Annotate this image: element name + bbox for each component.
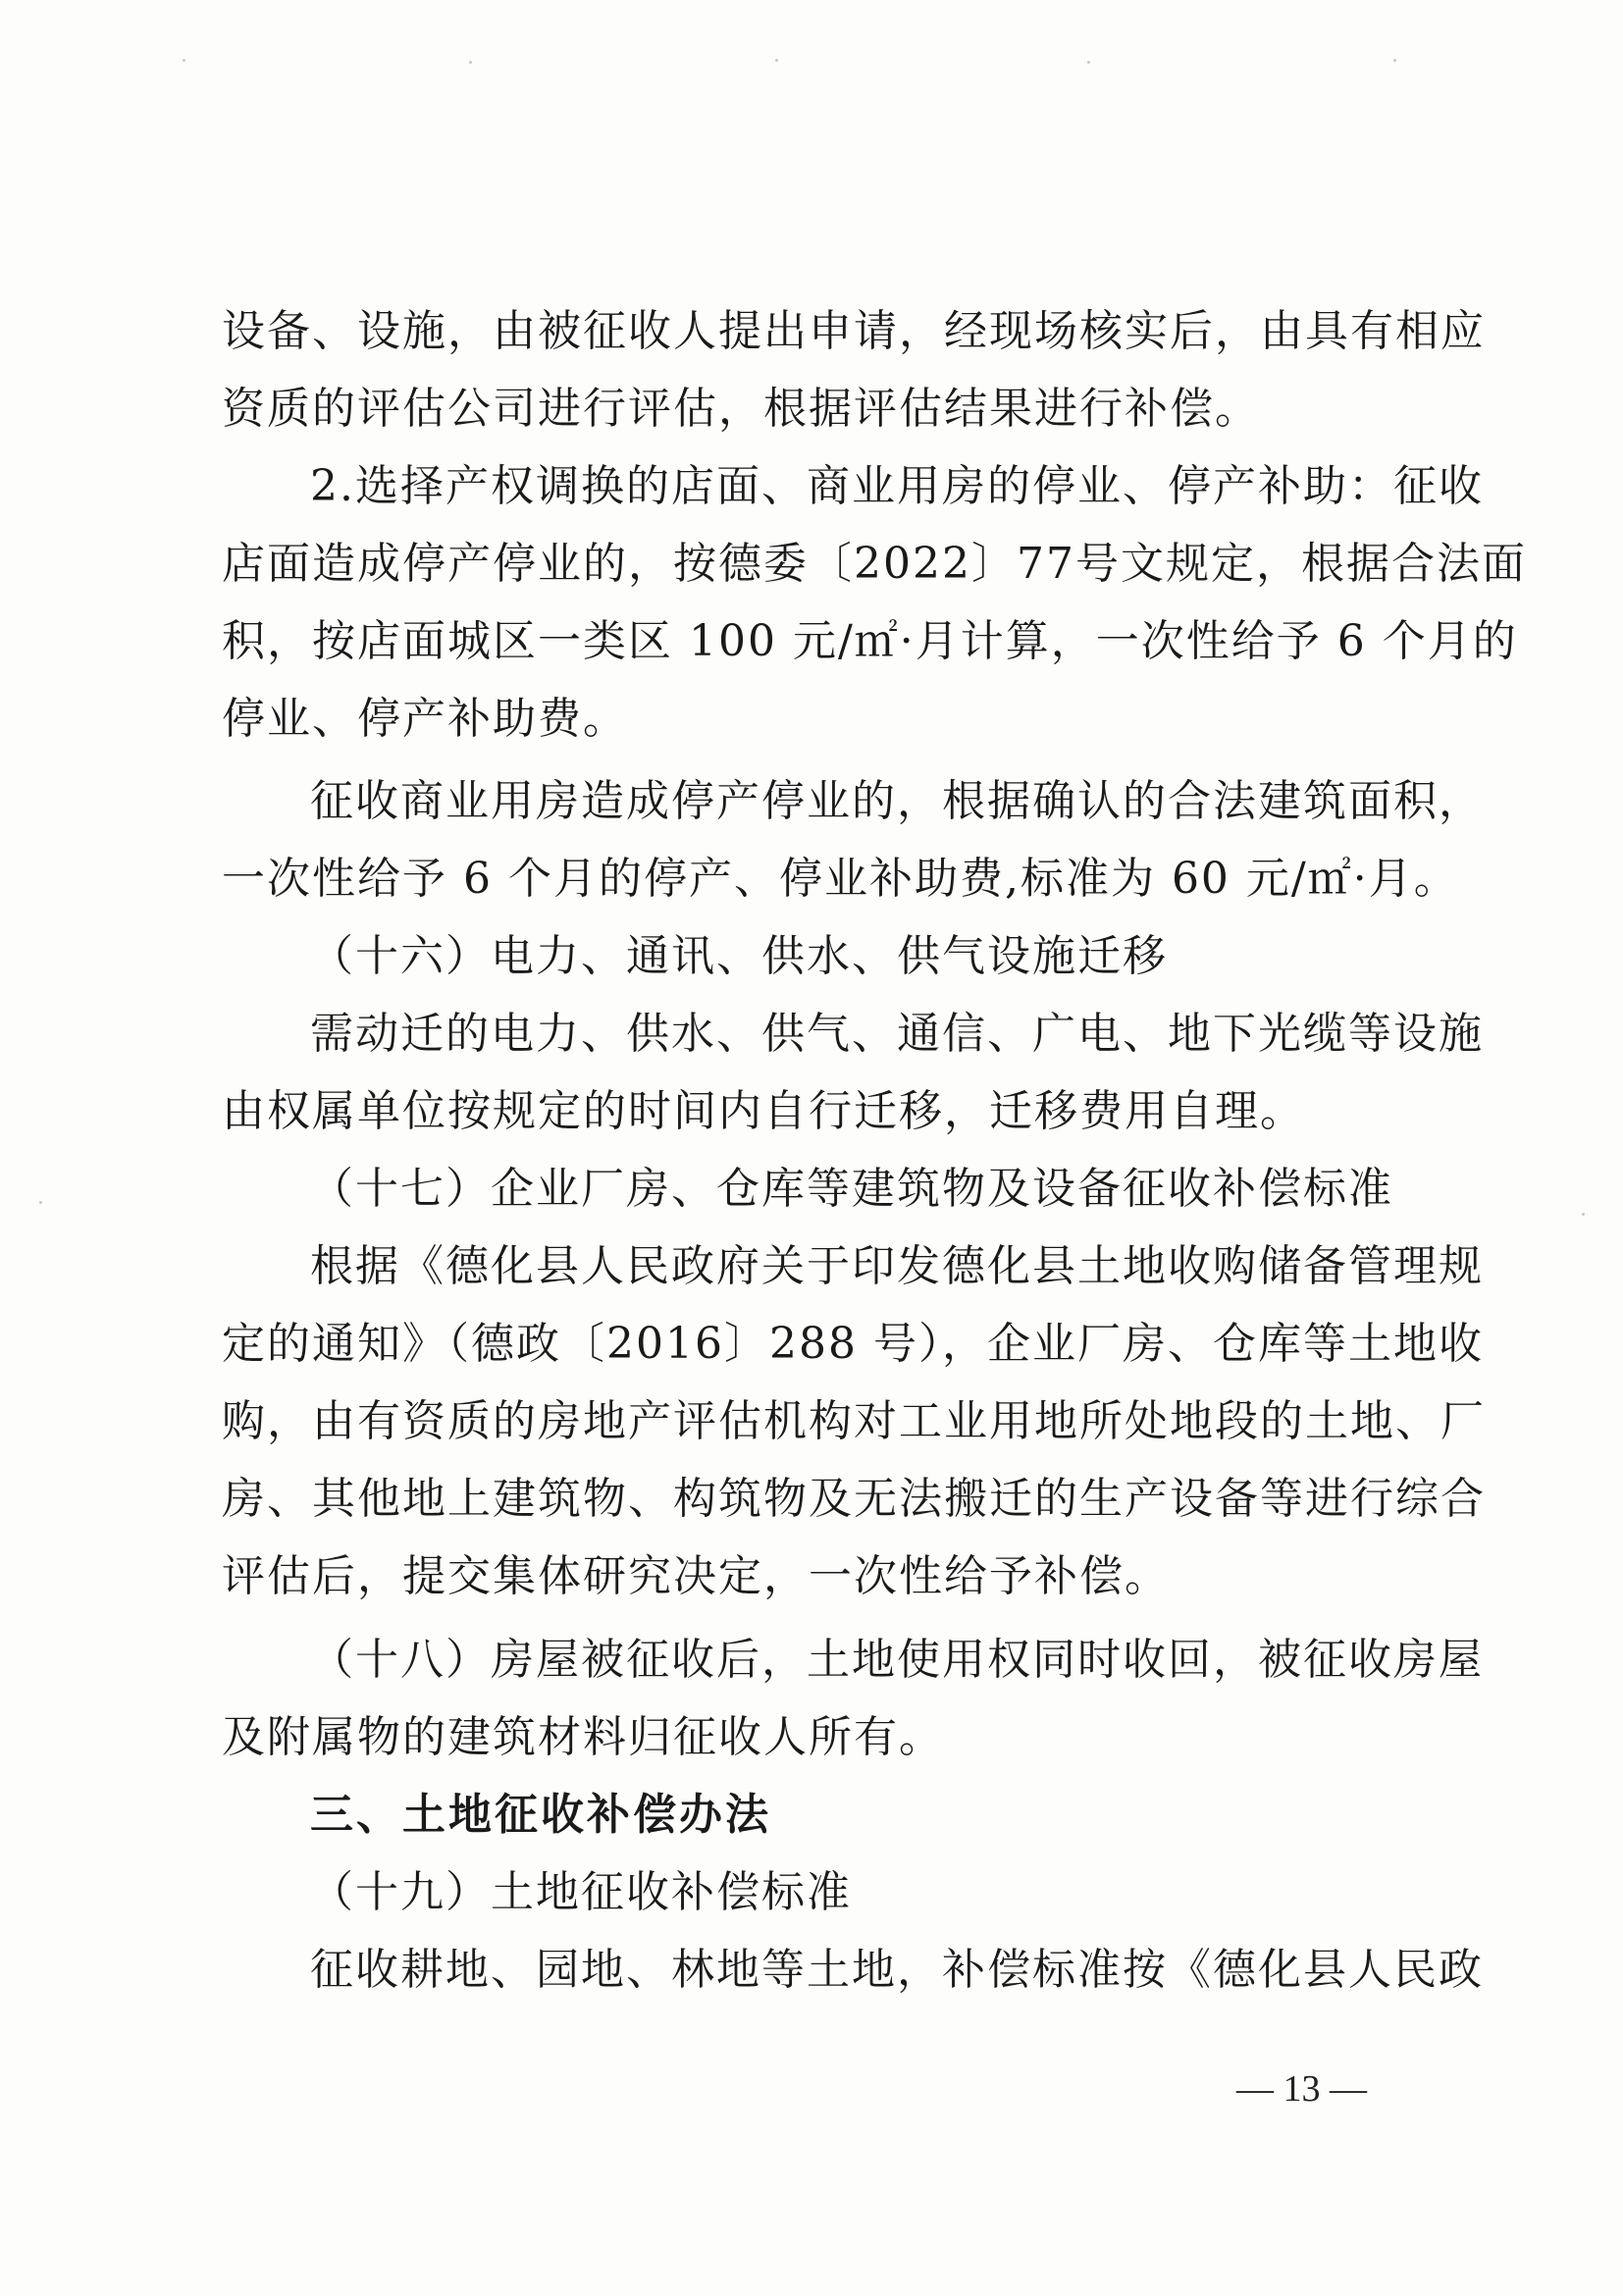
scan-speck [1393,59,1396,62]
body-line-16: 房、其他地上建筑物、构筑物及无法搬迁的生产设备等进行综合 [222,1474,1486,1524]
body-line-7: 征收商业用房造成停产停业的，根据确认的合法建筑面积， [310,776,1484,826]
body-line-5: 积，按店面城区一类区 100 元/㎡·月计算，一次性给予 6 个月的 [222,616,1518,666]
body-line-10: 需动迁的电力、供水、供气、通信、广电、地下光缆等设施 [310,1009,1484,1059]
body-line-14: 定的通知》（德政〔2016〕288 号），企业厂房、仓库等土地收 [222,1319,1484,1369]
body-line-15: 购，由有资质的房地产评估机构对工业用地所处地段的土地、厂 [222,1396,1486,1446]
section-heading-16: （十六）电力、通讯、供水、供气设施迁移 [310,931,1168,981]
body-line-1: 设备、设施，由被征收人提出申请，经现场核实后，由具有相应 [222,306,1486,356]
body-line-3: 2.选择产权调换的店面、商业用房的停业、停产补助：征收 [310,461,1484,511]
scan-speck [39,1201,42,1204]
body-line-2: 资质的评估公司进行评估，根据评估结果进行补偿。 [222,384,1260,434]
scan-speck [775,59,778,62]
scan-speck [1582,1213,1585,1216]
body-line-6: 停业、停产补助费。 [222,694,628,744]
scan-speck [1087,61,1090,64]
scan-speck [469,61,472,64]
body-line-13: 根据《德化县人民政府关于印发德化县土地收购储备管理规 [310,1241,1484,1291]
page-number: — 13 — [1236,2068,1367,2110]
section-heading-17: （十七）企业厂房、仓库等建筑物及设备征收补偿标准 [310,1164,1393,1214]
body-line-17: 评估后，提交集体研究决定，一次性给予补偿。 [222,1551,1170,1601]
body-line-4: 店面造成停产停业的，按德委〔2022〕77号文规定，根据合法面 [222,539,1527,589]
section-heading-19: （十九）土地征收补偿标准 [310,1867,852,1917]
body-line-8: 一次性给予 6 个月的停产、停业补助费,标准为 60 元/㎡·月。 [222,854,1459,904]
scan-speck [183,59,185,62]
chapter-heading-3: 三、土地征收补偿办法 [310,1790,771,1840]
body-line-11: 由权属单位按规定的时间内自行迁移，迁移费用自理。 [222,1086,1305,1136]
body-line-19: 及附属物的建筑材料归征收人所有。 [222,1712,944,1762]
body-line-22: 征收耕地、园地、林地等土地，补偿标准按《德化县人民政 [310,1945,1484,1995]
section-heading-18: （十八）房屋被征收后，土地使用权同时收回，被征收房屋 [310,1635,1484,1685]
